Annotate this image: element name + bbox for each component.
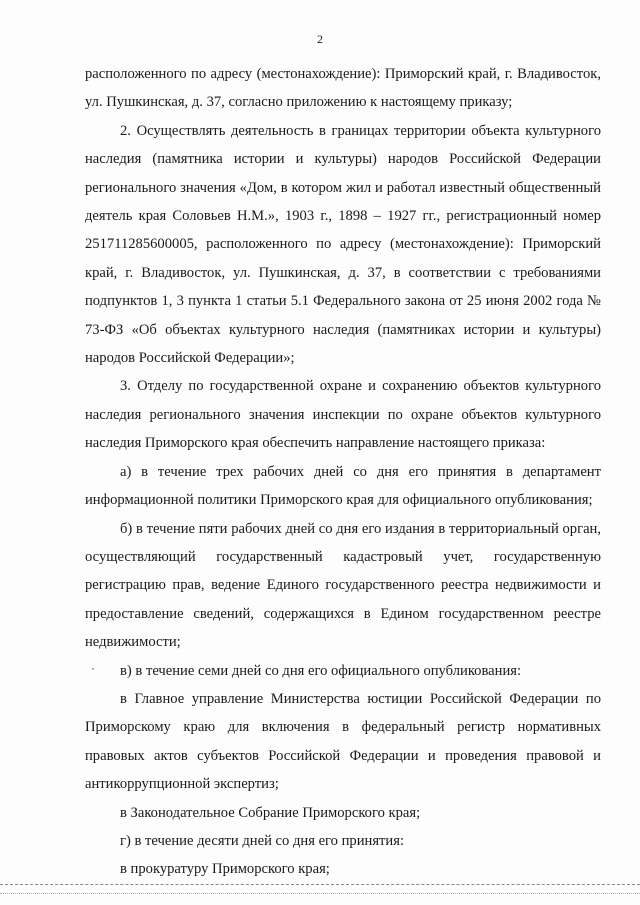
document-body xyxy=(85,60,601,884)
paragraph-item-3: 3. Отделу по государственной охране и сохранению объектов культурного наследия регионального значения инспекции по охране объектов культурного наследия Приморского края обеспечить направление настоящего приказа: xyxy=(85,378,601,452)
paragraph-prosecutor: в прокуратуру Приморского края; xyxy=(120,861,330,878)
paragraph-subitem-g: г) в течение десяти дней со дня его принятия: xyxy=(120,832,405,849)
paragraph-ministry-justice: в Главное управление Министерства юстиции Российской Федерации по Приморскому краю для включения в федеральный регистр нормативных правовых актов субъектов Российской Федерации и проведения правовой и антикоррупционной экспертиз; xyxy=(85,690,601,793)
paragraph-subitem-b: б) в течение пяти рабочих дней со дня его издания в территориальный орган, осуществляющий государственный кадастровый учет, государственную регистрацию прав, ведение Единого государственного реестра недвижимости и предоставление сведений, содержащихся в Едином государственном реестре недвижимости; xyxy=(85,520,601,651)
paragraph-item-2: 2. Осуществлять деятельность в границах территории объекта культурного наследия (памятника истории и культуры) народов Российской Федерации регионального значения «Дом, в котором жил и работал известный общественный деятель края Соловьев Н.М.», 1903 г., 1898 – 1927 гг., регистрационный номер 251711285600005, расположенного по адресу (местонахождение): Приморский край, г. Владивосток, ул. Пушкинская, д. 37, в соответствии с требованиями подпунктов 1, 3 пункта 1 статьи 5.1 Федерального закона от 25 июня 2002 года № 73-ФЗ «Об объектах культурного наследия (памятниках истории и культуры) народов Российской Федерации»; xyxy=(85,122,601,367)
scan-edge-line xyxy=(0,884,640,885)
paragraph-subitem-v: в) в течение семи дней со дня его официального опубликования: xyxy=(120,662,522,679)
scan-edge-line-secondary xyxy=(0,893,640,894)
paragraph-subitem-a: а) в течение трех рабочих дней со дня его принятия в департамент информационной политики Приморского края для официального опубликования; xyxy=(85,463,601,509)
paragraph-address-continuation: расположенного по адресу (местонахождение): Приморский край, г. Владивосток, ул. Пушкинская, д. 37, согласно приложению к настоящему приказу; xyxy=(85,66,601,111)
scan-speck xyxy=(92,668,94,670)
paragraph-legislative-assembly: в Законодательное Собрание Приморского края; xyxy=(120,804,421,821)
page-number: 2 xyxy=(317,32,323,46)
